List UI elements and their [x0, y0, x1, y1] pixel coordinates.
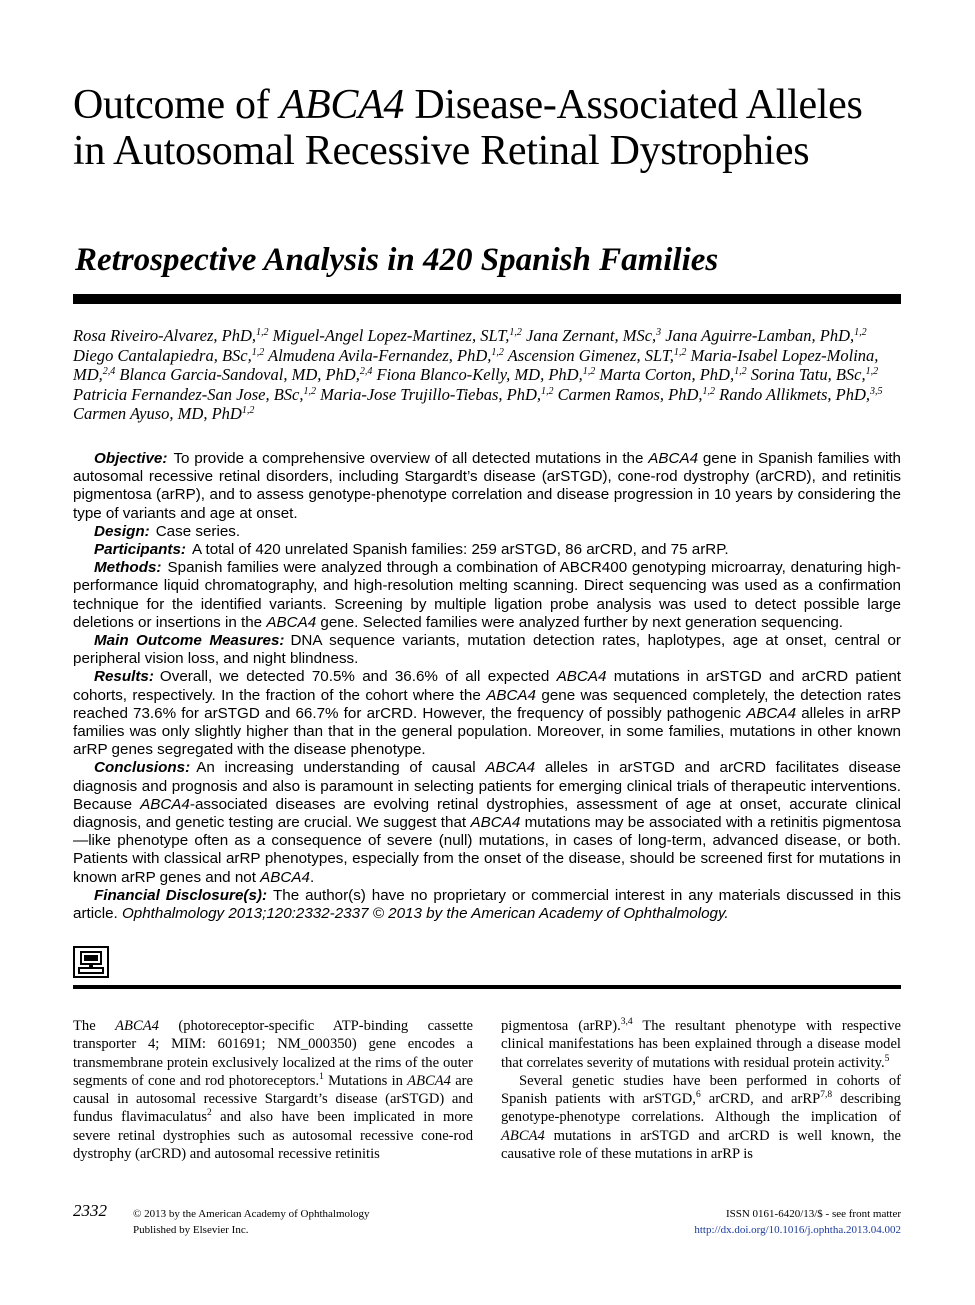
body-column-left [73, 1017, 473, 1163]
author-name: Carmen Ramos, PhD, [557, 384, 703, 404]
page-number: 2332 [73, 1201, 107, 1220]
author [320, 385, 553, 404]
text-run: The resultant phenotype with respective clinical manifestations has been explained through a disease model that correlates severity of mutations with residual protein activity. [501, 1018, 901, 1071]
body-column-right [501, 1017, 901, 1163]
author-affiliation[interactable]: 1,2 [854, 327, 867, 338]
author [665, 326, 866, 345]
citation-ref[interactable]: 6 [695, 1090, 701, 1101]
abstract-divider [73, 985, 901, 989]
issn: ISSN 0161-6420/13/$ - see front matter [725, 1208, 901, 1220]
abstract-disclosure [73, 887, 901, 923]
title-part-1: Outcome of [73, 82, 280, 128]
author [119, 365, 372, 384]
article-subtitle: Retrospective Analysis in 420 Spanish Families [75, 242, 719, 278]
article-title [73, 82, 903, 174]
author-name: Rosa Riveiro-Alvarez, PhD, [73, 326, 256, 345]
objective-label: Objective: [94, 450, 168, 467]
methods-label: Methods: [94, 559, 162, 577]
author-name: Ascension Gimenez, SLT, [507, 345, 674, 365]
disclosure-label: Financial Disclosure(s): [94, 886, 268, 904]
author [73, 346, 264, 365]
italic-term: ABCA4 [115, 1018, 159, 1034]
text-run: The [73, 1018, 116, 1034]
abstract-outcome-measures [73, 632, 901, 668]
author [268, 346, 504, 365]
online-content-icon[interactable] [73, 946, 109, 978]
author-name: Sorina Tatu, BSc, [750, 365, 866, 384]
author-affiliation[interactable]: 3 [656, 327, 662, 338]
italic-term: ABCA4 [648, 450, 699, 467]
text-run: alleles in arRP families was only slightly higher than that in the general population. Moreover, in some families, mutations in other known arRP genes segregated with the disease phenotype. [73, 704, 901, 759]
author [719, 385, 882, 404]
author [751, 365, 878, 384]
abstract-design [73, 523, 901, 541]
italic-term: ABCA4 [556, 668, 607, 686]
text-run: An increasing understanding of causal [196, 759, 486, 777]
author [558, 385, 715, 404]
text-run: gene was sequenced completely, the detection rates reached 73.6% for arSTGD and 66.7% for arCRD. However, the frequency of possibly pathogenic [73, 686, 901, 722]
author-name: Patricia Fernandez-San Jose, BSc, [73, 384, 304, 404]
author [73, 404, 254, 423]
text-run: mutations in arSTGD and arCRD is well known, the causative role of these mutations in arRP is [501, 1127, 901, 1163]
text-run: gene in Spanish families with autosomal recessive retinal disorders, including Stargardt’s disease (arSTGD), cone-rod dystrophy (arCRD), and retinitis pigmentosa (arRP), and to assess genotype-phenotype correlation and disease progression in 10 years by considering the type of variants and age at onset. [73, 450, 901, 522]
abstract [73, 450, 901, 923]
author-name: Jana Aguirre-Lamban, PhD, [665, 326, 855, 345]
italic-term: ABCA4 [501, 1127, 545, 1144]
text-run: describing genotype-phenotype correlations. Although the implication of [501, 1091, 901, 1126]
abstract-objective [73, 450, 901, 523]
author-affiliation[interactable]: 1,2 [491, 346, 504, 358]
design-text: Case series. [155, 522, 241, 540]
author-affiliation[interactable]: 1,2 [251, 346, 265, 358]
conclusions-text [73, 759, 901, 885]
italic-term: ABCA4 [260, 868, 310, 886]
text-run: alleles in arSTGD and arCRD facilitates disease diagnosis and prognosis and also is paramount in selecting patients for emerging clinical trials of therapeutic interventions. Because [73, 759, 901, 813]
author-affiliation[interactable]: 2,4 [102, 366, 116, 377]
italic-term: ABCA4 [746, 704, 797, 722]
author-name: Marta Corton, PhD, [599, 365, 735, 384]
intro-paragraph-1 [73, 1017, 473, 1163]
citation-ref[interactable]: 7,8 [820, 1090, 833, 1101]
author [376, 365, 595, 384]
page-footer [73, 1203, 901, 1243]
text-run: To provide a comprehensive overview of all detected mutations in the [173, 450, 649, 467]
author [73, 326, 268, 345]
participants-text: A total of 420 unrelated Spanish families: 259 arSTGD, 86 arCRD, and 75 arRP. [192, 541, 729, 559]
author [526, 326, 661, 345]
text-run: gene. Selected families were analyzed further by next generation sequencing. [316, 613, 843, 631]
author-affiliation[interactable]: 1,2 [541, 385, 554, 397]
author-list [73, 326, 903, 424]
objective-text [73, 450, 901, 522]
text-run: mutations in arSTGD and arCRD patient cohorts, respectively. In the fraction of the cohort where the [73, 668, 901, 704]
author [508, 346, 687, 365]
outcome-text: DNA sequence variants, mutation detection rates, haplotypes, age at onset, central or peripheral vision loss, and night blindness. [73, 632, 901, 668]
author-name: Jana Zernant, MSc, [526, 326, 657, 345]
citation-ref[interactable]: 1 [319, 1071, 324, 1082]
author [599, 365, 746, 384]
author-affiliation[interactable]: 2,4 [359, 366, 373, 377]
citation-ref[interactable]: 2 [207, 1108, 212, 1119]
author-name: Maria-Isabel Lopez-Molina, MD, [73, 345, 879, 384]
author [73, 385, 316, 404]
author-affiliation[interactable]: 1,2 [582, 366, 596, 377]
author-affiliation[interactable]: 3,5 [870, 385, 883, 397]
author-name: Almudena Avila-Fernandez, PhD, [268, 345, 492, 365]
abstract-methods [73, 559, 901, 632]
text-run: arCRD, and arRP [700, 1091, 821, 1108]
text-run: mutations may be associated with a retinitis pigmentosa—like phenotype often as a consequence of severe (null) mutations, in cases of long-term, advanced disease, or both. Patients with classical arRP phenotypes, especially from the onset of the disease, should be screened first for mutations in known arRP genes and not [73, 814, 901, 886]
italic-term: Ophthalmology 2013;120:2332-2337 © 2013 by the American Academy of Ophthalmology. [121, 905, 729, 923]
italic-term: ABCA4 [486, 686, 536, 704]
author-name: Diego Cantalapiedra, BSc, [73, 345, 252, 365]
text-run: -associated diseases are evolving retinal dystrophies, assessment of age at onset, accurate clinical diagnosis, and genetic testing are crucial. We suggest that [73, 795, 901, 832]
computer-monitor-icon [73, 946, 109, 978]
author-affiliation[interactable]: 1,2 [734, 366, 747, 377]
title-part-2: Disease-Associated Alleles in Autosomal Recessive Retinal Dystrophies [73, 82, 863, 174]
author-name: Maria-Jose Trujillo-Tiebas, PhD, [320, 384, 542, 404]
copyright-notice: © 2013 by the American Academy of Ophthalmology [133, 1208, 370, 1220]
italic-term: ABCA4 [140, 795, 190, 813]
author-affiliation[interactable]: 1,2 [673, 346, 687, 358]
participants-label: Participants: [94, 541, 186, 559]
italic-term: ABCA4 [266, 613, 317, 631]
text-run: and also have been implicated in more severe retinal dystrophies such as autosomal recessive cone-rod dystrophy (arCRD) and autosomal recessive retinitis [73, 1109, 473, 1163]
author-name: Fiona Blanco-Kelly, MD, PhD, [376, 365, 583, 384]
italic-term: ABCA4 [470, 814, 521, 832]
citation-ref[interactable]: 5 [884, 1053, 890, 1064]
author-affiliation[interactable]: 1,2 [255, 327, 269, 338]
intro-paragraph-2 [501, 1072, 901, 1163]
author-name: Miguel-Angel Lopez-Martinez, SLT, [272, 326, 510, 345]
results-label: Results: [94, 668, 154, 686]
abstract-conclusions [73, 759, 901, 886]
text-run: Mutations in [323, 1072, 408, 1089]
doi-link[interactable]: http://dx.doi.org/10.1016/j.ophtha.2013.04.002 [694, 1224, 901, 1236]
methods-text [73, 559, 901, 631]
text-run: Overall, we detected 70.5% and 36.6% of all expected [159, 668, 557, 686]
design-label: Design: [94, 522, 150, 540]
text-run: pigmentosa (arRP). [501, 1018, 621, 1034]
title-gene-name: ABCA4 [279, 82, 405, 128]
text-run: are causal in autosomal recessive Stargardt’s disease (arSTGD) and fundus flavimaculatus [73, 1072, 474, 1126]
results-text [73, 668, 901, 758]
author-affiliation[interactable]: 1,2 [702, 385, 715, 397]
title-divider [73, 294, 901, 304]
author-name: Blanca Garcia-Sandoval, MD, PhD, [119, 365, 360, 384]
author-affiliation[interactable]: 1,2 [241, 405, 255, 416]
citation-ref[interactable]: 3,4 [620, 1017, 633, 1027]
author-name: Carmen Ayuso, MD, PhD [73, 404, 242, 423]
text-run: The author(s) have no proprietary or commercial interest in any materials discussed in this article. [73, 886, 901, 923]
text-run: . [309, 868, 315, 886]
italic-term: ABCA4 [485, 759, 536, 777]
text-run: Spanish families were analyzed through a combination of ABCR400 genotyping microarray, denaturing high-performance liquid chromatography, and high-resolution melting scanning. Direct sequencing was used as a confirmation technique for the identified variants. Screening by multiple ligation probe analysis was used to detect possible large deletions or insertions in the [73, 559, 901, 631]
intro-paragraph-1-continued [501, 1017, 901, 1072]
text-run: Several genetic studies have been performed in cohorts of Spanish patients with arSTGD, [501, 1072, 901, 1108]
author-affiliation[interactable]: 1,2 [303, 385, 316, 397]
publisher: Published by Elsevier Inc. [133, 1224, 249, 1236]
italic-term: ABCA4 [407, 1072, 451, 1089]
text-run: (photoreceptor-specific ATP-binding cassette transporter 4; MIM: 601691; NM_000350) gene encodes a transmembrane protein exclusively localized at the rims of the outer segments of cone and rod photoreceptors. [73, 1018, 473, 1089]
outcome-label: Main Outcome Measures: [94, 632, 285, 650]
abstract-participants [73, 541, 901, 559]
abstract-results [73, 668, 901, 759]
author [273, 326, 522, 345]
author-affiliation[interactable]: 1,2 [509, 327, 522, 338]
author-name: Rando Allikmets, PhD, [719, 384, 871, 404]
author-affiliation[interactable]: 1,2 [865, 366, 879, 377]
conclusions-label: Conclusions: [94, 759, 191, 777]
